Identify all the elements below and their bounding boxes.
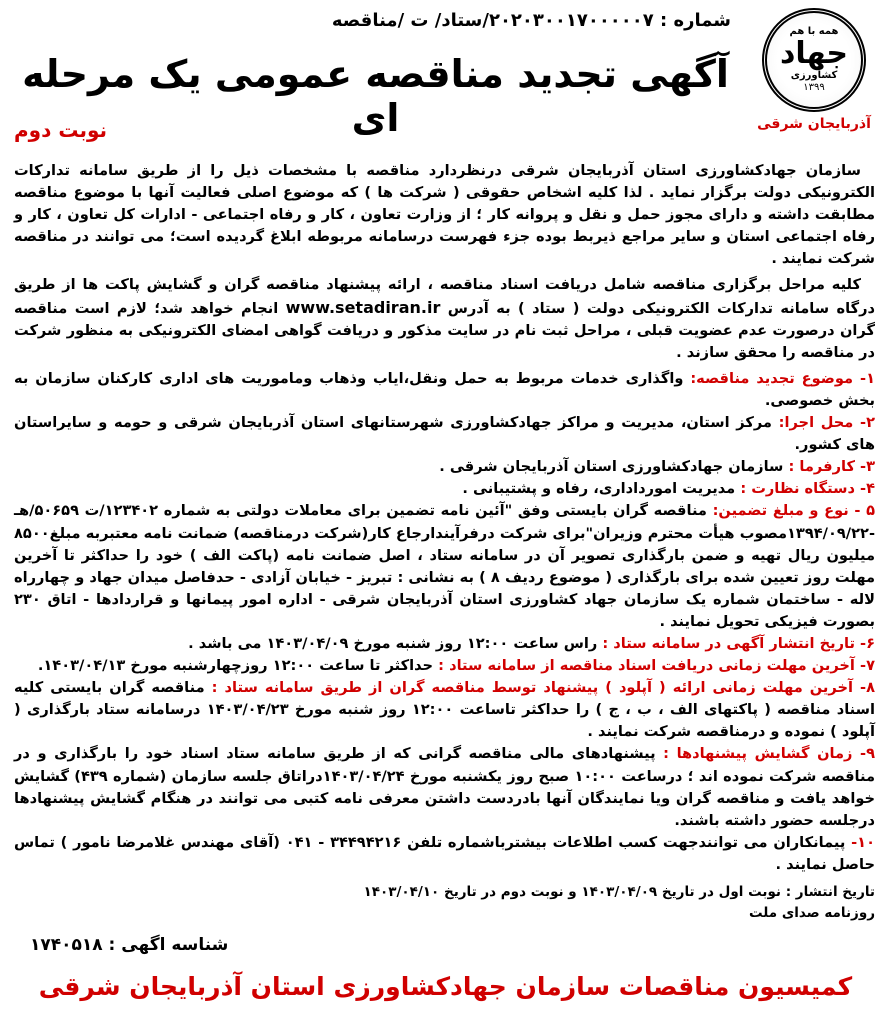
item-label: ۸- آخرین مهلت زمانی ارائه ( آپلود ) پیشنهاد توسط مناقصه گران از طریق سامانه ستاد : [211,679,875,697]
item-text: مرکز استان، مدیریت و مراکز جهادکشاورزی شهرستانهای استان آذربایجان شرقی و حومه و سایراستان های کشور. [14,414,875,454]
list-item [14,368,875,412]
intro-p2-before: کلیه مراحل برگزاری مناقصه شامل دریافت اسناد مناقصه ، ارائه پیشنهاد مناقصه گران و گشایش پاکت ها از طریق درگاه سامانه تدارکات الکترونیکی دولت ( ستاد ) به آدرس [14,276,875,317]
item-text: راس ساعت ۱۲:۰۰ روز شنبه مورخ ۱۴۰۳/۰۴/۰۹ می باشد . [188,634,598,652]
item-label: ۲- محل اجرا: [778,414,875,432]
logo-slogan: همه با هم [789,26,839,37]
item-label: ۶- تاریخ انتشار آگهی در سامانه ستاد : [602,634,875,652]
item-label: ۱- موضوع تجدید مناقصه: [690,369,875,387]
logo-main-word: جهاد [779,36,849,71]
item-text: سازمان جهادکشاورزی استان آذربایجان شرقی . [439,458,784,476]
commission-signature: کمیسیون مناقصات سازمان جهادکشاورزی استان آذربایجان شرقی [38,972,853,1001]
organization-logo [753,8,875,148]
logo-sub-word: کشاورزی [790,70,838,81]
setad-website-link[interactable]: www.setadiran.ir [285,297,441,317]
newspaper-name: روزنامه صدای ملت [748,905,875,921]
item-text: پیمانکاران می توانندجهت کسب اطلاعات بیشترباشماره تلفن ۳۴۴۹۴۲۱۶ - ۰۴۱ (آقای مهندس غلامرضا نامور ) تماس حاصل نمایند . [14,833,875,873]
list-item [14,456,875,478]
notice-body [10,160,881,924]
list-item [14,677,875,743]
item-label: ۷- آخرین مهلت زمانی دریافت اسناد مناقصه از سامانه ستاد : [438,657,875,675]
tender-number: شماره : ۲۰۲۰۳۰۰۱۷۰۰۰۰۰۷/ستاد/ ت /مناقصه [331,10,731,31]
item-label: ۱۰- [851,833,875,851]
item-label: ۳- کارفرما : [788,458,875,476]
ad-identifier: شناسه اگهی : ۱۷۴۰۵۱۸ [30,935,229,955]
publication-info [14,882,875,924]
list-item [14,500,875,633]
list-item [14,655,875,677]
item-text: مدیریت امورداداری، رفاه و پشتیبانی . [462,480,736,498]
list-item [14,633,875,655]
item-text: پیشنهادهای مالی مناقصه گرانی که از طریق سامانه ستاد اسناد خود را بارگذاری و در مناقصه شرکت نموده اند ؛ درساعت ۱۰:۰۰ صبح روز یکشنبه مورخ ۱۴۰۳/۰۴/۲۴دراتاق جلسه سازمان (شماره ۴۳۹) گشایش خواهد یافت و مناقصه گران ویا نمایندگان آنها بادردست داشتن معرفی نامه کتبی می توانند در هنگام گشایش پیشنهادها درجلسه حضور داشته باشند. [14,745,876,829]
item-text: مناقصه گران بایستی کلیه اسناد مناقصه ( پاکتهای الف ، ب ، ج ) را حداکثر تاساعت ۱۲:۰۰ روز شنبه مورخ ۱۴۰۳/۰۴/۲۳ درسامانه ستاد بارگذاری ( آپلود ) نموده و درمناقصه شرکت نمایند . [14,679,875,741]
logo-year: ۱۳۹۹ [803,82,825,93]
publication-dates: تاریخ انتشار : نوبت اول در تاریخ ۱۴۰۳/۰۴/۰۹ و نوبت دوم در تاریخ ۱۴۰۳/۰۴/۱۰ [363,884,875,900]
jihad-seal-icon [762,8,866,112]
intro-paragraph-2 [14,274,875,363]
item-text: واگذاری خدمات مربوط به حمل ونقل،ایاب وذهاب وماموریت های اداری کارکنان سازمان به بخش خصوصی. [14,369,875,409]
item-label: ۵ - نوع و مبلغ تضمین: [712,502,875,520]
list-item [14,832,875,876]
item-label: ۹- زمان گشایش پیشنهادها : [663,745,875,763]
intro-p2-after: انجام خواهد شد؛ لازم است مناقصه گران درصورت عدم عضویت قبلی ، مراحل ثبت نام در سایت مذکور و دریافت گواهی امضای الکترونیکی به منظور شرکت در مناقصه را محقق سازند . [14,299,875,361]
list-item [14,412,875,456]
item-text: حداکثر تا ساعت ۱۲:۰۰ روزچهارشنبه مورخ ۱۴۰۳/۰۴/۱۳. [37,657,434,675]
logo-province: آذربایجان شرقی [757,116,871,132]
item-label: ۴- دستگاه نظارت : [740,480,875,498]
item-text: مناقصه گران بایستی وفق "آئین نامه تضمین برای معاملات دولتی به شماره ۱۲۳۴۰۲/ت ۵۰۶۵۹/هـ -۱۳۹۴/۰۹/۲۲مصوب هیأت محترم وزیران"برای شرکت درفرآیندارجاع کار(شرکت درمناقصه) ضمانت نامه معتبربه مبلغ۸۵۰۰ میلیون ریال تهیه و ضمن بارگذاری تصویر آن در سامانه ستاد ، اصل ضمانت نامه (پاکت الف ) خود را حداکثر تا آخرین مهلت روز تعیین شده برای بارگذاری ( موضوع ردیف ۸ ) به نشانی : تبریز - خیابان آزادی - حدفاصل میدان جهاد و چهارراه لاله - ساختمان شماره یک سازمان جهاد کشاورزی استان آذربایجان شرقی - اداره امور پیمانها و قراردادها - اتاق ۲۳۰ بصورت فیزیکی تحویل نمایند . [14,502,876,630]
list-item [14,743,875,831]
page-title: آگهی تجدید مناقصه عمومی یک مرحله ای [22,52,729,140]
list-item [14,478,875,500]
round-label: نوبت دوم [14,118,108,142]
intro-paragraph-1: سازمان جهادکشاورزی استان آذربایجان شرقی درنظردارد مناقصه با مشخصات ذیل را از طریق سامانه تدارکات الکترونیکی دولت برگزار نماید . لذا کلیه اشخاص حقوقی ( شرکت ها ) که موضوع اصلی فعالیت آنها با موضوع مناقصه مطابقت داشته و دارای مجوز حمل و نقل و پروانه کار ؛ از وزارت تعاون ، کار و رفاه اجتماعی - ادارات کل تعاون ، کار و رفاه اجتماعی استان و سایر مراجع ذیربط بوده جزء فهرست درسامانه مربوطه ابلاغ گردیده است؛ می توانند در مناقصه شرکت نمایند . [14,162,875,268]
